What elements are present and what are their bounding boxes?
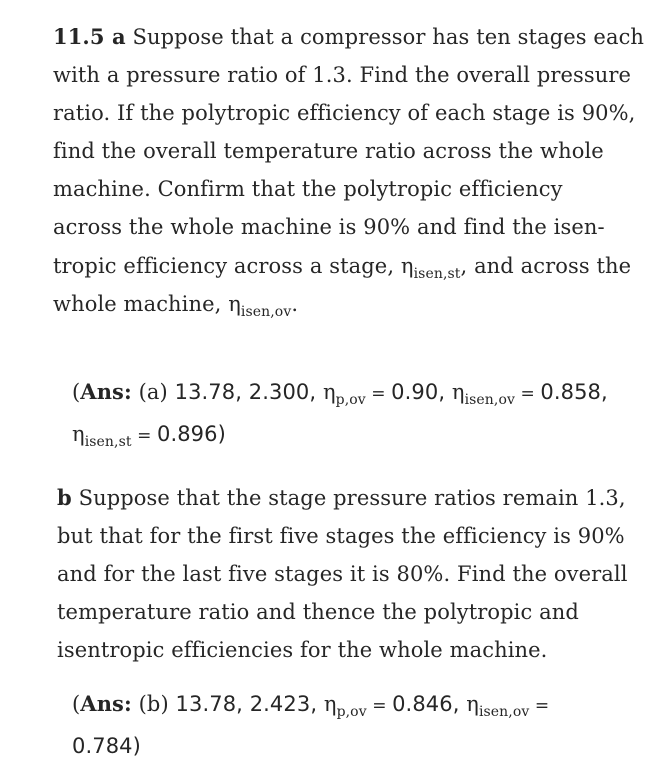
answer-a-val-p-ov: 0.90, xyxy=(391,380,452,404)
subscript-isen-ov: isen,ov xyxy=(240,303,292,320)
answer-a-values: 13.78, 2.300, xyxy=(174,380,323,404)
answer-b-line-2: 0.784) xyxy=(72,734,141,758)
problem-number-label: 11.5 a xyxy=(53,24,126,49)
equals-sign: = xyxy=(515,384,541,404)
part-a-line-3: ratio. If the polytropic efficiency of each stage is 90%, xyxy=(53,101,636,126)
part-a-text-1: Suppose that a compressor has ten stages each xyxy=(132,25,645,49)
part-b-label: b xyxy=(57,485,72,510)
subscript-isen-st: isen,st xyxy=(84,434,132,450)
subscript-p-ov: p,ov xyxy=(336,704,367,720)
answer-part-b xyxy=(72,684,652,766)
answer-a-open-paren: ( xyxy=(72,380,81,404)
eta-symbol: η xyxy=(466,692,479,716)
answer-a-line-1 xyxy=(72,372,652,414)
subscript-isen-st: isen,st xyxy=(413,265,461,282)
answer-b-open-paren: ( xyxy=(72,692,81,716)
equals-sign: = xyxy=(131,426,157,446)
part-b-line-5: isentropic efficiencies for the whole machine. xyxy=(57,638,548,663)
eta-symbol: η xyxy=(400,253,414,278)
equals-sign: = xyxy=(366,696,393,716)
part-a-line-8-post: . xyxy=(291,291,299,316)
part-a-line-8-pre: whole machine, xyxy=(53,291,229,316)
part-a-line-7 xyxy=(53,247,653,285)
answer-a-line-2 xyxy=(72,414,652,456)
answer-a-part: (a) xyxy=(131,380,175,404)
part-a-line-2: with a pressure ratio of 1.3. Find the overall pressure xyxy=(53,63,632,88)
part-b-line-4: temperature ratio and thence the polytropic and xyxy=(57,600,579,625)
answer-label: Ans: xyxy=(80,691,132,716)
eta-symbol: η xyxy=(228,291,241,316)
eta-symbol: η xyxy=(322,380,336,404)
eta-symbol: η xyxy=(72,422,85,446)
part-a-line-6: across the whole machine is 90% and find the isen- xyxy=(53,215,605,240)
answer-part-a xyxy=(72,372,652,456)
answer-b-values: 13.78, 2.423, xyxy=(175,692,324,716)
problem-part-b xyxy=(57,479,657,669)
problem-part-a xyxy=(53,18,653,323)
answer-a-val-isen-st: 0.896) xyxy=(156,422,226,446)
eta-symbol: η xyxy=(451,380,465,404)
subscript-isen-ov: isen,ov xyxy=(464,392,516,408)
answer-a-val-isen-ov: 0.858, xyxy=(540,380,608,404)
part-a-line-8 xyxy=(53,285,653,323)
equals-sign: = xyxy=(529,696,550,716)
subscript-p-ov: p,ov xyxy=(335,392,366,408)
answer-label: Ans: xyxy=(80,379,132,404)
equals-sign: = xyxy=(365,384,392,404)
answer-b-line-1 xyxy=(72,684,652,726)
part-b-line-3: and for the last five stages it is 80%. Find the overall xyxy=(57,562,628,587)
part-b-line-1 xyxy=(57,479,657,517)
answer-b-val-p-ov: 0.846, xyxy=(392,692,467,716)
part-a-line-1 xyxy=(53,18,653,56)
eta-symbol: η xyxy=(323,692,337,716)
part-a-line-5: machine. Confirm that the polytropic efficiency xyxy=(53,177,563,202)
part-a-line-4: find the overall temperature ratio across the whole xyxy=(53,139,604,164)
part-a-line-7-pre: tropic efficiency across a stage, xyxy=(53,253,401,278)
part-a-line-7-post: , and across the xyxy=(460,253,632,278)
answer-b-part: (b) xyxy=(131,692,176,716)
part-b-line-2: but that for the first five stages the efficiency is 90% xyxy=(57,524,625,549)
part-b-text-1: Suppose that the stage pressure ratios remain 1.3, xyxy=(78,486,626,510)
subscript-isen-ov: isen,ov xyxy=(478,704,530,720)
